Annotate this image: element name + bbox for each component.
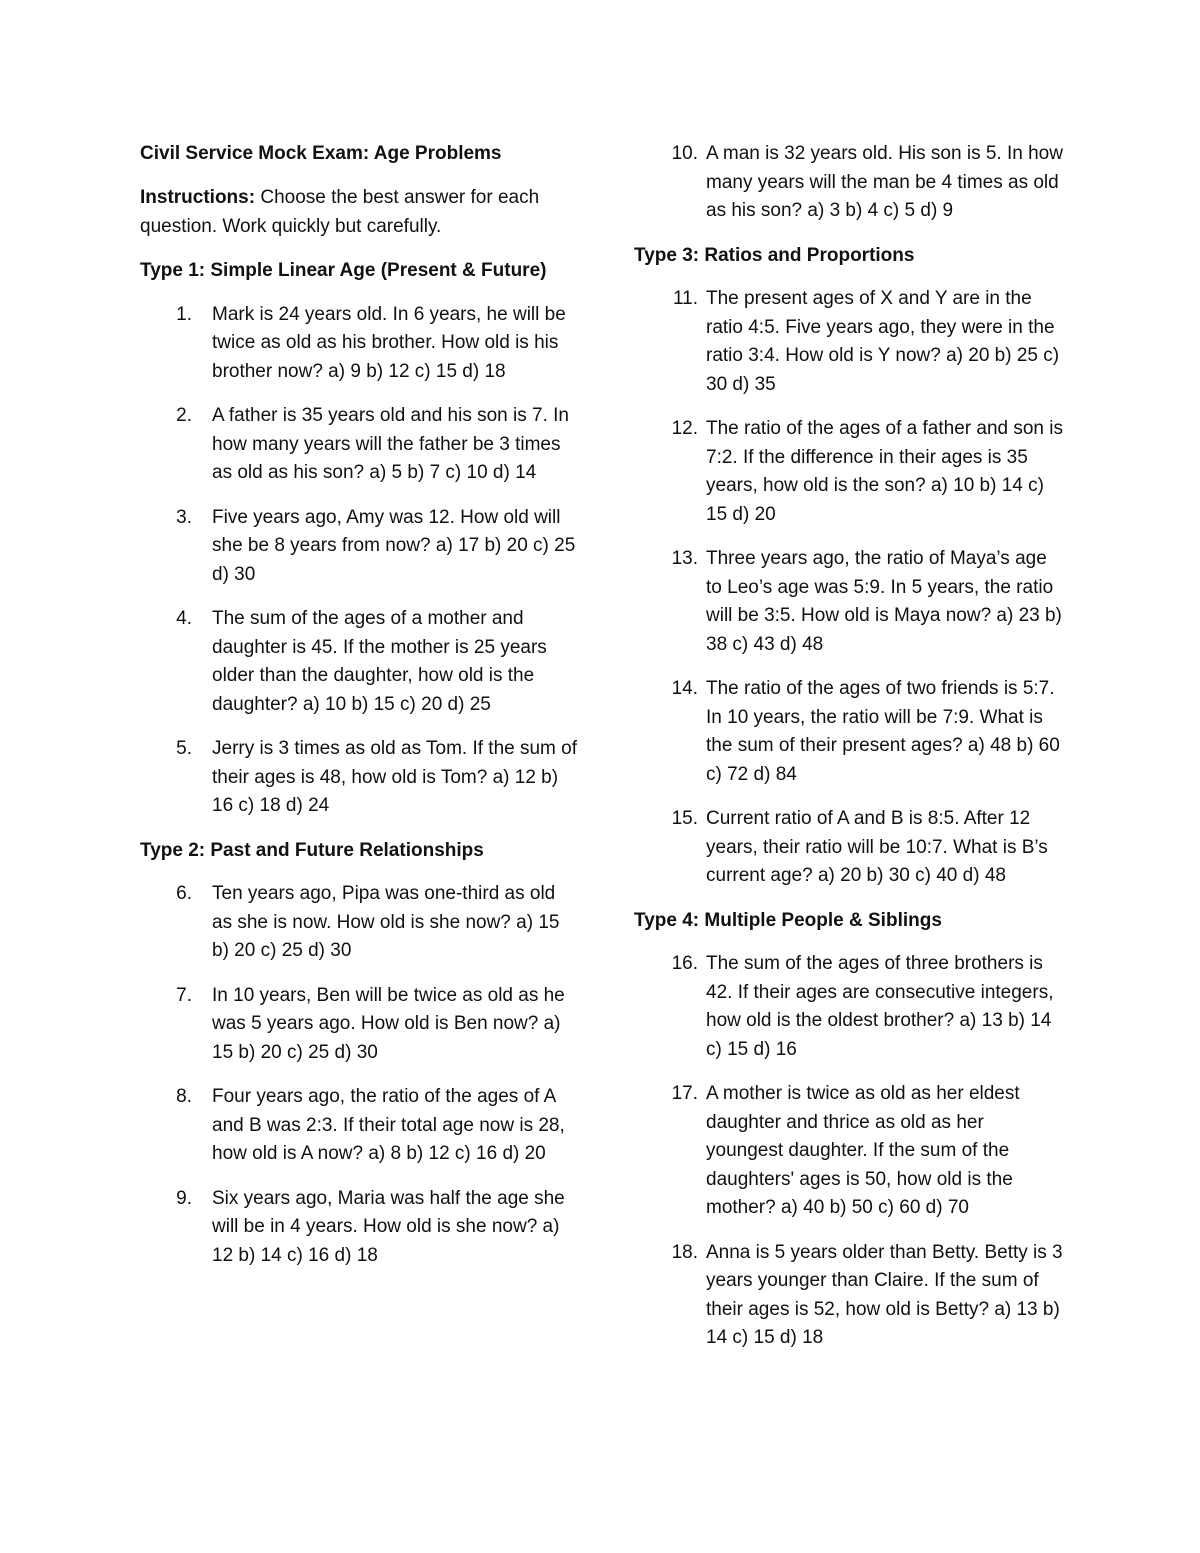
question-item bbox=[140, 402, 580, 488]
question-number: 7. bbox=[176, 984, 192, 1006]
question-text: A mother is twice as old as her eldest daughter and thrice as old as her youngest daughter. If the sum of the daughters' ages is 50, how old is the mother? a) 40 b) 50 c) 60 d) 70 bbox=[706, 1083, 1020, 1218]
question-item bbox=[140, 1185, 580, 1271]
question-item bbox=[634, 545, 1064, 659]
question-number: 2. bbox=[176, 405, 192, 426]
question-text: A man is 32 years old. His son is 5. In how many years will the man be 4 times as old as his son? a) 3 b) 4 c) 5 d) 9 bbox=[706, 143, 1063, 221]
question-text: Ten years ago, Pipa was one-third as old as she is now. How old is she now? a) 15 b) 20 c) 25 d) 30 bbox=[212, 883, 560, 961]
question-item bbox=[634, 1239, 1064, 1353]
question-text: Six years ago, Maria was half the age she will be in 4 years. How old is she now? a) 12 b) 14 c) 16 d) 18 bbox=[212, 1187, 565, 1266]
question-item bbox=[140, 605, 580, 719]
question-text: The present ages of X and Y are in the ratio 4:5. Five years ago, they were in the ratio 3:4. How old is Y now? a) 20 b) 25 c) 30 d) 35 bbox=[706, 288, 1060, 395]
question-item bbox=[634, 415, 1064, 529]
question-item bbox=[634, 805, 1064, 891]
question-number: 9. bbox=[176, 1187, 192, 1209]
question-text: The sum of the ages of a mother and daughter is 45. If the mother is 25 years older than the daughter, how old is the daughter? a) 10 b) 15 c) 20 d) 25 bbox=[212, 608, 547, 715]
question-list-type-4 bbox=[634, 950, 1064, 1353]
question-item bbox=[140, 1083, 580, 1169]
question-item bbox=[140, 301, 580, 387]
question-item bbox=[140, 504, 580, 590]
question-number: 12. bbox=[671, 418, 698, 439]
question-text: Mark is 24 years old. In 6 years, he will be twice as old as his brother. How old is his brother now? a) 9 b) 12 c) 15 d) 18 bbox=[212, 303, 566, 382]
question-text: The ratio of the ages of a father and son is 7:2. If the difference in their ages is 35 years, how old is the son? a) 10 b) 14 c) 15 d) 20 bbox=[706, 418, 1064, 525]
page-title: Civil Service Mock Exam: Age Problems bbox=[140, 143, 502, 164]
question-text: The ratio of the ages of two friends is 5:7. In 10 years, the ratio will be 7:9. What is the sum of their present ages? a) 48 b) 60 c) 72 d) 84 bbox=[706, 678, 1060, 785]
question-item bbox=[634, 140, 1064, 226]
question-number: 18. bbox=[671, 1241, 698, 1263]
question-number: 14. bbox=[671, 678, 698, 699]
section-heading-type-1: Type 1: Simple Linear Age (Present & Future) bbox=[140, 260, 547, 281]
question-number: 17. bbox=[671, 1083, 698, 1104]
instructions-text: Choose the best answer for each question. Work quickly but carefully. bbox=[140, 187, 540, 237]
question-text: Current ratio of A and B is 8:5. After 12 years, their ratio will be 10:7. What is B’s current age? a) 20 b) 30 c) 40 d) 48 bbox=[706, 808, 1048, 886]
question-number: 3. bbox=[176, 506, 192, 528]
question-text: Four years ago, the ratio of the ages of A and B was 2:3. If their total age now is 28, how old is A now? a) 8 b) 12 c) 16 d) 20 bbox=[212, 1086, 565, 1164]
question-list-type-3 bbox=[634, 285, 1064, 891]
section-heading-type-2: Type 2: Past and Future Relationships bbox=[140, 839, 484, 861]
question-item bbox=[140, 880, 580, 966]
instructions-label: Instructions: bbox=[140, 187, 256, 208]
section-heading-type-4: Type 4: Multiple People & Siblings bbox=[634, 909, 942, 931]
question-text: Three years ago, the ratio of Maya’s age to Leo’s age was 5:9. In 5 years, the ratio will be 3:5. How old is Maya now? a) 23 b) 38 c) 43 d) 48 bbox=[706, 548, 1062, 655]
instructions bbox=[140, 184, 580, 241]
question-list-type-1 bbox=[140, 301, 580, 821]
question-item bbox=[634, 285, 1064, 399]
question-item bbox=[634, 1080, 1064, 1223]
question-text: In 10 years, Ben will be twice as old as he was 5 years ago. How old is Ben now? a) 15 b) 20 c) 25 d) 30 bbox=[212, 984, 565, 1063]
question-item bbox=[634, 675, 1064, 789]
question-item bbox=[634, 950, 1064, 1064]
question-item bbox=[140, 735, 580, 821]
question-number: 5. bbox=[176, 738, 192, 759]
question-text: A father is 35 years old and his son is 7. In how many years will the father be 3 times as old as his son? a) 5 b) 7 c) 10 d) 14 bbox=[212, 405, 569, 483]
question-number: 11. bbox=[672, 288, 698, 309]
question-number: 16. bbox=[671, 953, 698, 974]
question-text: Jerry is 3 times as old as Tom. If the sum of their ages is 48, how old is Tom? a) 12 b) 16 c) 18 d) 24 bbox=[212, 738, 577, 816]
question-number: 10. bbox=[671, 143, 698, 164]
right-column bbox=[634, 140, 1064, 1369]
question-number: 15. bbox=[671, 808, 698, 829]
question-item bbox=[140, 982, 580, 1068]
question-list-type-2-continued bbox=[634, 140, 1064, 226]
question-number: 1. bbox=[176, 303, 192, 325]
question-number: 13. bbox=[671, 548, 698, 569]
question-list-type-2 bbox=[140, 880, 580, 1270]
question-number: 6. bbox=[176, 883, 192, 904]
left-column bbox=[140, 140, 580, 1286]
question-text: The sum of the ages of three brothers is 42. If their ages are consecutive integers, how old is the oldest brother? a) 13 b) 14 c) 15 d) 16 bbox=[706, 953, 1054, 1060]
section-heading-type-3: Type 3: Ratios and Proportions bbox=[634, 244, 915, 266]
question-text: Five years ago, Amy was 12. How old will she be 8 years from now? a) 17 b) 20 c) 25 d) 30 bbox=[212, 506, 576, 585]
question-text: Anna is 5 years older than Betty. Betty is 3 years younger than Claire. If the sum of their ages is 52, how old is Betty? a) 13 b) 14 c) 15 d) 18 bbox=[706, 1241, 1063, 1348]
question-number: 8. bbox=[176, 1086, 192, 1107]
question-number: 4. bbox=[176, 608, 192, 629]
